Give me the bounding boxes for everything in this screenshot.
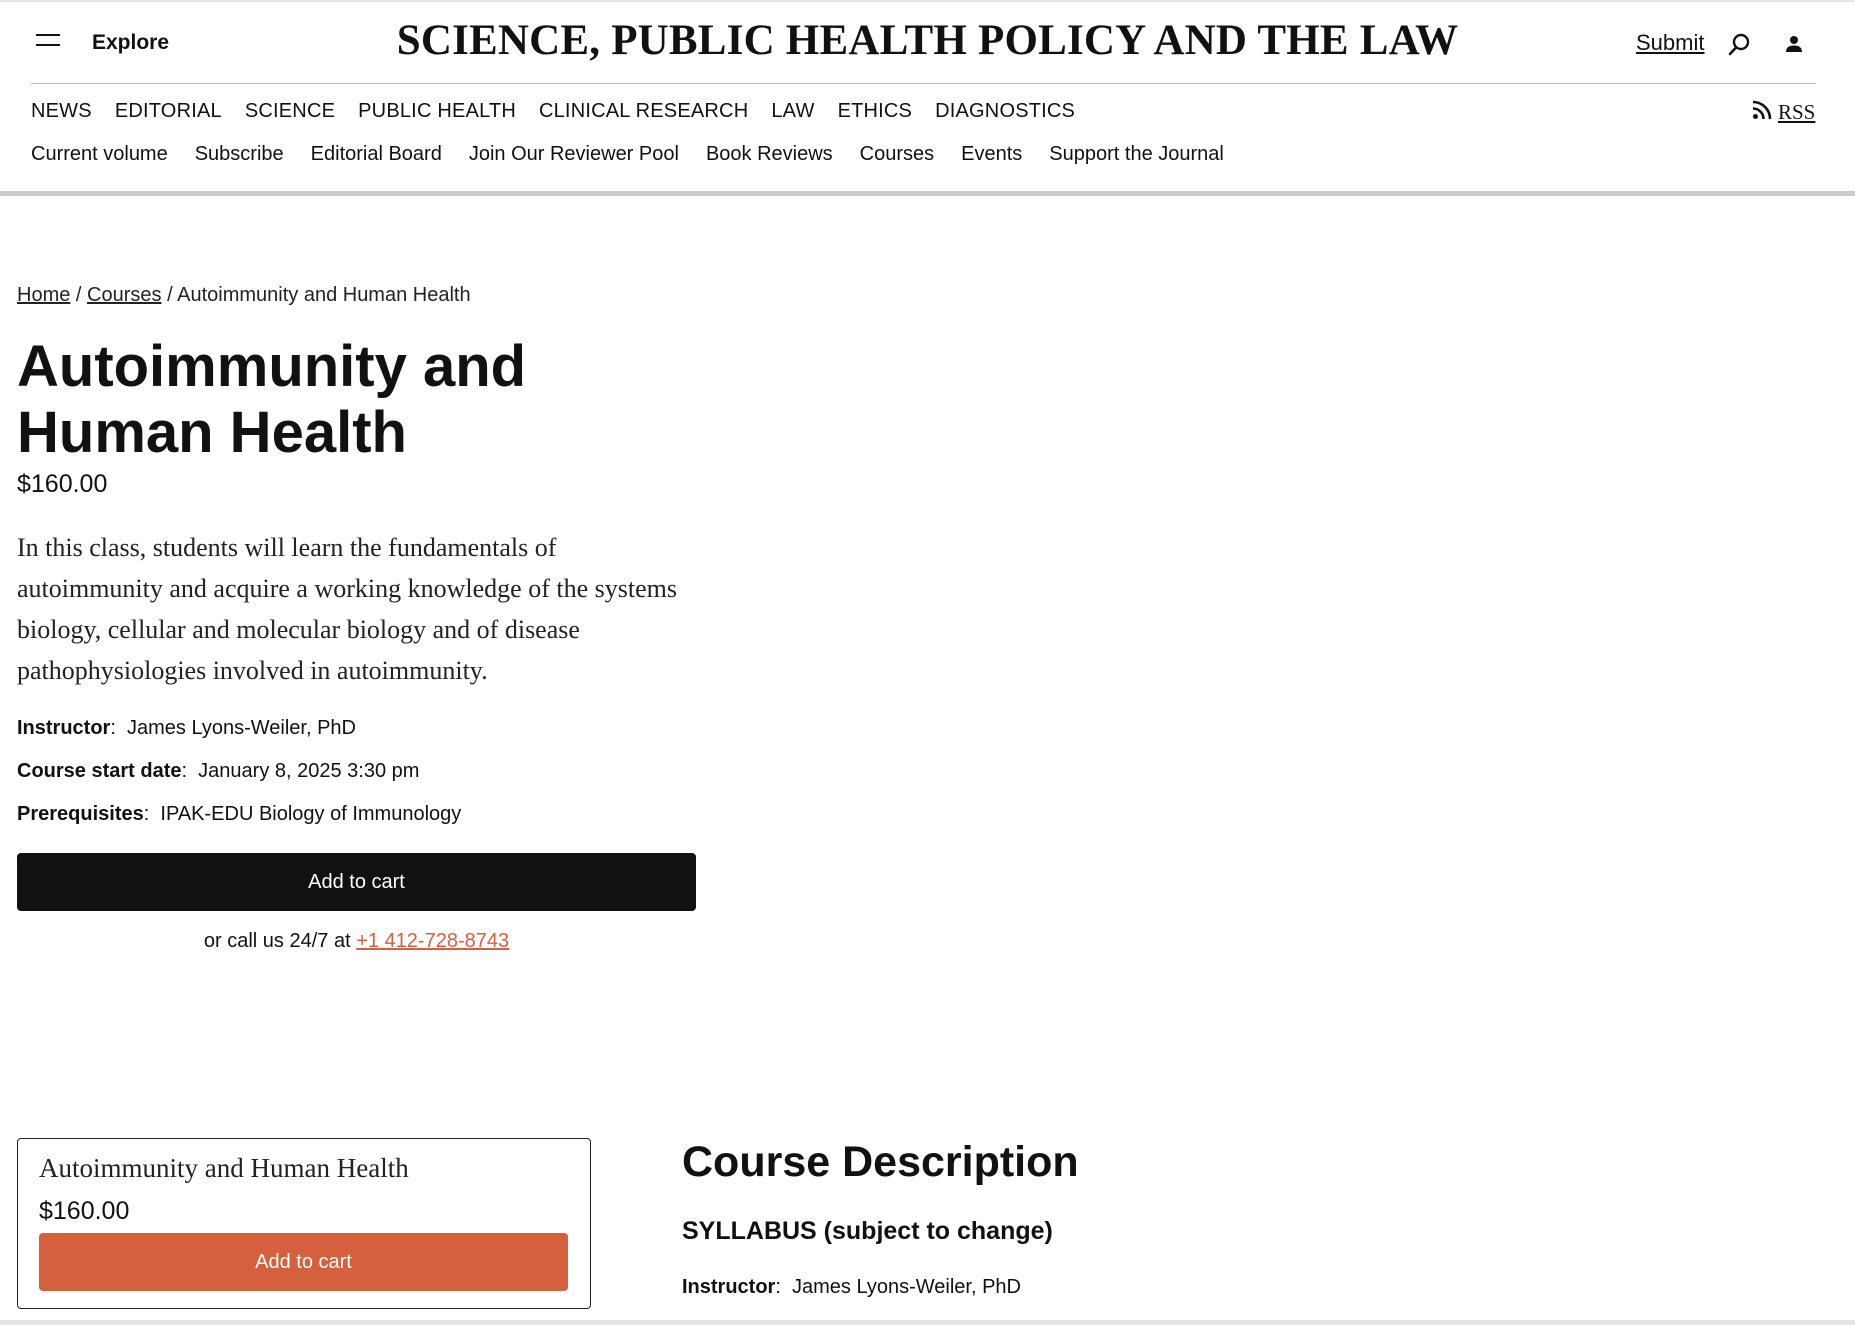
nav-subscribe[interactable]: Subscribe — [194, 143, 284, 165]
description-heading: Course Description — [682, 1138, 1079, 1186]
primary-nav — [31, 100, 1075, 123]
header-divider — [31, 83, 1816, 84]
syllabus-heading: SYLLABUS (subject to change) — [682, 1217, 1053, 1245]
breadcrumb-home[interactable]: Home — [17, 284, 71, 306]
nav-law[interactable]: LAW — [771, 100, 815, 122]
submit-link[interactable]: Submit — [1636, 30, 1705, 55]
prerequisites-value: IPAK-EDU Biology of Immunology — [160, 803, 462, 825]
description-instructor-value: James Lyons-Weiler, PhD — [792, 1276, 1021, 1298]
prerequisites-label: Prerequisites — [17, 803, 144, 825]
instructor-label: Instructor — [17, 717, 111, 739]
add-to-cart-button[interactable]: Add to cart — [17, 853, 696, 911]
call-us-line — [17, 930, 696, 953]
user-icon[interactable] — [1782, 32, 1806, 56]
top-bar — [0, 0, 1855, 84]
call-us-text: or call us 24/7 at — [203, 930, 351, 952]
nav-ethics[interactable]: ETHICS — [837, 100, 913, 122]
card-add-to-cart-button[interactable]: Add to cart — [39, 1233, 568, 1291]
nav-events[interactable]: Events — [961, 143, 1023, 165]
phone-link[interactable]: +1 412-728-8743 — [356, 930, 510, 952]
card-price: $160.00 — [39, 1197, 130, 1225]
instructor-row: Instructor: James Lyons-Weiler, PhD — [17, 717, 356, 739]
nav-editorial-board[interactable]: Editorial Board — [310, 143, 442, 165]
bottom-divider — [0, 1320, 1855, 1325]
nav-current-volume[interactable]: Current volume — [31, 143, 168, 165]
prerequisites-row: Prerequisites: IPAK-EDU Biology of Immunology — [17, 803, 462, 825]
rss-link[interactable] — [1752, 100, 1815, 125]
nav-diagnostics[interactable]: DIAGNOSTICS — [935, 100, 1076, 122]
instructor-value: James Lyons-Weiler, PhD — [127, 717, 356, 739]
nav-news[interactable]: NEWS — [31, 100, 92, 122]
rss-label: RSS — [1778, 100, 1816, 124]
start-date-label: Course start date — [17, 760, 182, 782]
product-price: $160.00 — [17, 470, 108, 498]
breadcrumb-separator: / — [167, 284, 173, 306]
nav-book-reviews[interactable]: Book Reviews — [705, 143, 833, 165]
start-date-row: Course start date: January 8, 2025 3:30 pm — [17, 760, 420, 782]
nav-support-journal[interactable]: Support the Journal — [1049, 143, 1224, 165]
product-title: Autoimmunity and Human Health — [17, 334, 527, 465]
description-instructor-row: Instructor: James Lyons-Weiler, PhD — [682, 1276, 1021, 1298]
explore-button[interactable]: Explore — [92, 31, 170, 54]
search-icon[interactable] — [1728, 32, 1752, 58]
nav-reviewer-pool[interactable]: Join Our Reviewer Pool — [468, 143, 679, 165]
breadcrumb-separator: / — [75, 284, 82, 306]
description-instructor-label: Instructor — [682, 1276, 776, 1298]
nav-science[interactable]: SCIENCE — [244, 100, 336, 122]
product-summary: In this class, students will learn the fundamentals of autoimmunity and acquire a working knowledge of the systems biology, cellular and molecular biology and of disease pathophysiologies involved in autoimmunity. — [17, 533, 677, 685]
nav-courses[interactable]: Courses — [859, 143, 935, 165]
nav-clinical-research[interactable]: CLINICAL RESEARCH — [538, 100, 749, 122]
nav-editorial[interactable]: EDITORIAL — [114, 100, 222, 122]
card-title: Autoimmunity and Human Health — [39, 1153, 409, 1183]
header-bottom-border — [0, 191, 1855, 196]
nav-public-health[interactable]: PUBLIC HEALTH — [358, 100, 516, 122]
sticky-product-card — [17, 1138, 591, 1309]
site-title[interactable]: SCIENCE, PUBLIC HEALTH POLICY AND THE LAW — [396, 17, 1459, 64]
breadcrumb — [17, 284, 471, 307]
rss-icon — [1752, 100, 1772, 125]
secondary-nav — [31, 143, 1224, 166]
start-date-value: January 8, 2025 3:30 pm — [198, 760, 420, 782]
breadcrumb-current: Autoimmunity and Human Health — [177, 284, 471, 306]
breadcrumb-courses[interactable]: Courses — [87, 284, 162, 306]
